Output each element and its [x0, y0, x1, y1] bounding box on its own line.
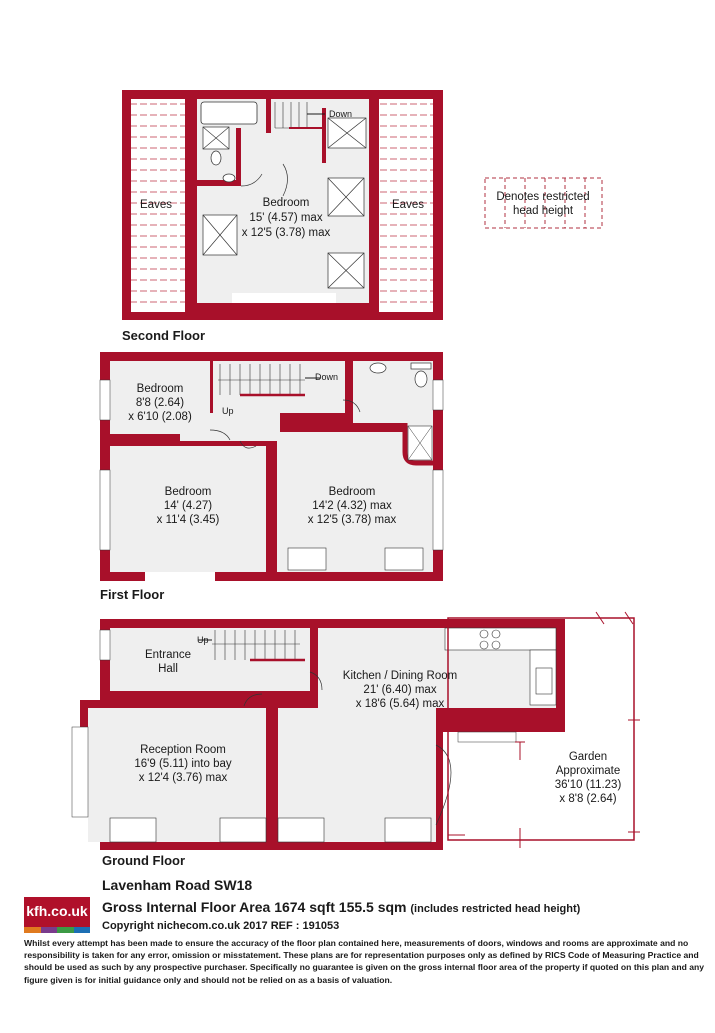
kitchen-dim1: 21' (6.40) max	[363, 684, 437, 696]
first-floor-label: First Floor	[100, 587, 165, 602]
entrance-hall-line1: Entrance	[144, 649, 192, 661]
eaves-right-label: Eaves	[392, 199, 424, 211]
basin	[370, 363, 386, 373]
first-bathroom	[353, 361, 433, 423]
first-bedroom-right-name: Bedroom	[328, 486, 376, 498]
first-down-label: Down	[315, 372, 339, 382]
logo-stripe	[24, 927, 90, 933]
first-bedroom-left-name: Bedroom	[164, 486, 212, 498]
second-bedroom-name: Bedroom	[262, 197, 310, 209]
disclaimer: Whilst every attempt has been made to ensure the accuracy of the floor plan contained here, measurements of doors, windows and rooms are approximate and no responsibility is taken for any error, omission or misstatement. These plans are for representation purposes only as defined by RICS Code of Measuring Practice and should be used as such by any prospective purchaser. Specifically no guarantee is given on the gross internal floor area of the property if quoted on this plan and any figure given is for initial guidance only and should not be relied on as a basis of valuation.	[24, 938, 705, 985]
gross-internal-area	[102, 899, 580, 915]
first-floor	[100, 352, 443, 581]
wc	[211, 151, 221, 165]
second-bedroom-dim2: x 12'5 (3.78) max	[241, 227, 331, 239]
gia-text: Gross Internal Floor Area 1674 sqft 155.5 sqm	[102, 899, 407, 915]
first-up-label: Up	[222, 406, 234, 416]
first-bedroom-left-dim2: x 11'4 (3.45)	[156, 514, 220, 526]
legend-line2: head height	[512, 205, 574, 217]
first-bedroom-right-dim1: 14'2 (4.32) max	[312, 500, 392, 512]
kitchen-dim2: x 18'6 (5.64) max	[355, 698, 445, 710]
copyright: Copyright nichecom.co.uk 2017 REF : 191053	[102, 920, 340, 932]
eaves-left-label: Eaves	[140, 199, 172, 211]
garden-dim2: x 8'8 (2.64)	[559, 793, 617, 805]
second-down-label: Down	[329, 109, 353, 119]
second-bedroom-dim1: 15' (4.57) max	[249, 212, 323, 224]
gia-note: (includes restricted head height)	[410, 903, 581, 915]
first-small-bedroom-name: Bedroom	[136, 383, 184, 395]
first-small-bedroom-dim2: x 6'10 (2.08)	[128, 411, 192, 423]
entrance-hall-line2: Hall	[158, 663, 178, 675]
second-floor-label: Second Floor	[122, 328, 206, 343]
first-wc	[415, 371, 427, 387]
property-address: Lavenham Road SW18	[102, 877, 253, 893]
restricted-head-height-legend	[485, 178, 602, 228]
ground-floor-label: Ground Floor	[102, 853, 186, 868]
garden-name: Garden	[568, 751, 608, 763]
first-bedroom-left-dim1: 14' (4.27)	[163, 500, 213, 512]
garden-dim1: 36'10 (11.23)	[554, 779, 622, 791]
ground-floor	[72, 612, 640, 850]
kitchen-name: Kitchen / Dining Room	[342, 670, 458, 682]
first-small-bedroom-dim1: 8'8 (2.64)	[135, 397, 185, 409]
second-floor	[122, 90, 443, 320]
reception-name: Reception Room	[140, 744, 226, 756]
first-bedroom-right-dim2: x 12'5 (3.78) max	[307, 514, 397, 526]
reception-dim2: x 12'4 (3.76) max	[138, 772, 228, 784]
reception-dim1: 16'9 (5.11) into bay	[134, 758, 232, 770]
kfh-logo	[24, 897, 90, 933]
legend-line1: Denotes restricted	[496, 191, 590, 203]
logo-text: kfh.co.uk	[26, 903, 88, 919]
ground-up-label: Up	[197, 635, 209, 645]
bath	[201, 102, 257, 124]
garden-line2: Approximate	[555, 765, 621, 777]
